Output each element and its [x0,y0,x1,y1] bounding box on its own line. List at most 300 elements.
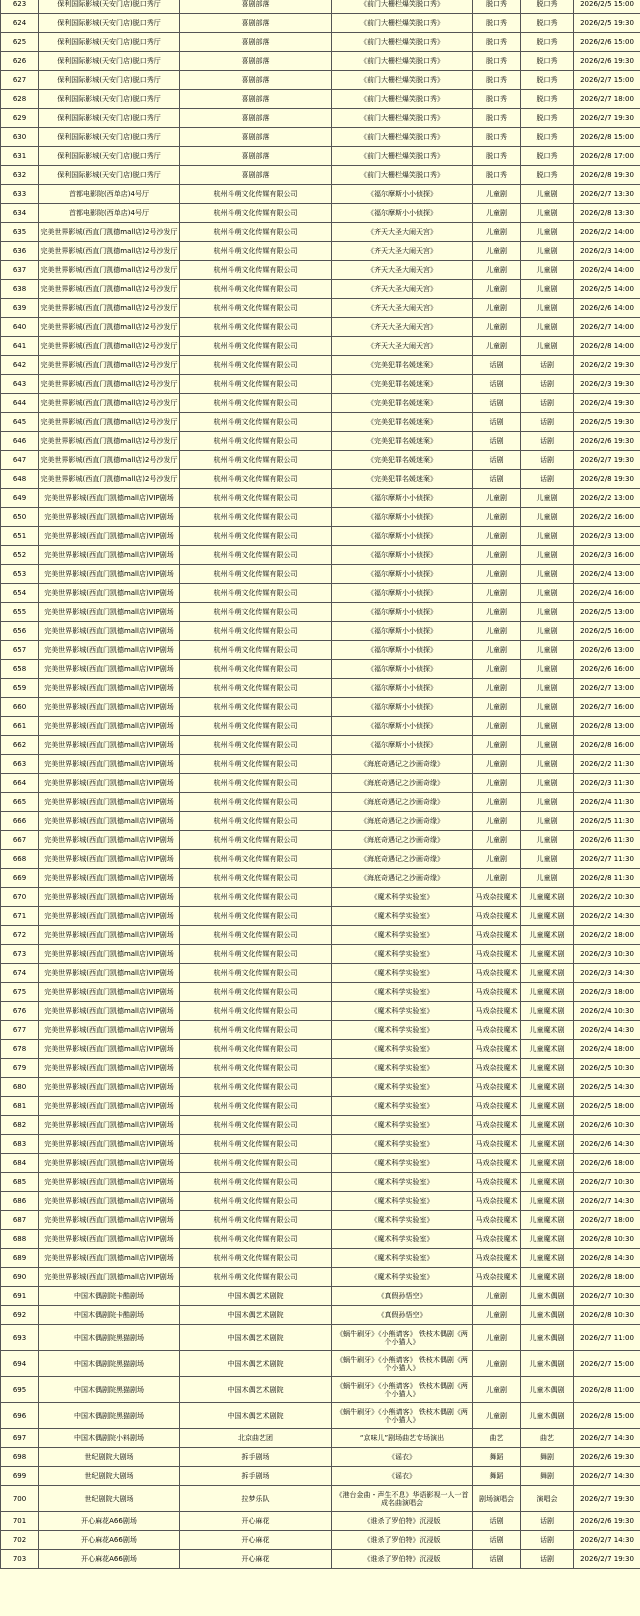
organizer-cell: 杭州斗萌文化传媒有限公司 [180,793,332,812]
venue-cell: 完美世界影城(西直门凯德mall店)VIP剧场 [39,717,180,736]
venue-cell: 完美世界影城(西直门凯德mall店)VIP剧场 [39,679,180,698]
showtime-cell: 2026/2/6 19:30 [574,432,640,451]
table-row [1,945,640,964]
showtime-cell: 2026/2/2 13:00 [574,489,640,508]
genre-cell: 儿童剧 [521,717,574,736]
category-cell: 脱口秀 [473,128,521,147]
table-row [1,1531,640,1550]
category-cell: 儿童剧 [473,565,521,584]
genre-cell: 儿童剧 [521,546,574,565]
organizer-cell: 杭州斗萌文化传媒有限公司 [180,1268,332,1287]
venue-cell: 世纪剧院大剧场 [39,1467,180,1486]
organizer-cell: 杭州斗萌文化传媒有限公司 [180,1192,332,1211]
venue-cell: 完美世界影城(西直门凯德mall店)2号沙发厅 [39,432,180,451]
program-title-cell: 《魔术科学实验室》 [332,926,473,945]
row-number-cell: 684 [1,1154,39,1173]
showtime-cell: 2026/2/8 15:00 [574,1403,640,1429]
program-title-cell: 《谁杀了罗伯特》沉浸版 [332,1531,473,1550]
venue-cell: 完美世界影城(西直门凯德mall店)VIP剧场 [39,1097,180,1116]
organizer-cell: 开心麻花 [180,1512,332,1531]
venue-cell: 保利国际影城(天安门店)脱口秀厅 [39,166,180,185]
genre-cell: 儿童剧 [521,755,574,774]
showtime-cell: 2026/2/7 19:30 [574,1486,640,1512]
genre-cell: 儿童剧 [521,204,574,223]
program-title-cell: 《福尔摩斯小小侦探》 [332,204,473,223]
organizer-cell: 杭州斗萌文化传媒有限公司 [180,774,332,793]
venue-cell: 完美世界影城(西直门凯德mall店)VIP剧场 [39,964,180,983]
showtime-cell: 2026/2/7 14:00 [574,318,640,337]
row-number-cell: 626 [1,52,39,71]
table-row [1,774,640,793]
venue-cell: 保利国际影城(天安门店)脱口秀厅 [39,128,180,147]
table-row [1,109,640,128]
showtime-cell: 2026/2/7 15:00 [574,1351,640,1377]
genre-cell: 儿童魔术剧 [521,1021,574,1040]
genre-cell: 儿童剧 [521,603,574,622]
row-number-cell: 703 [1,1550,39,1569]
showtime-cell: 2026/2/4 16:00 [574,584,640,603]
table-row [1,584,640,603]
table-row [1,1002,640,1021]
genre-cell: 话剧 [521,394,574,413]
venue-cell: 完美世界影城(西直门凯德mall店)VIP剧场 [39,736,180,755]
venue-cell: 完美世界影城(西直门凯德mall店)VIP剧场 [39,1173,180,1192]
category-cell: 儿童剧 [473,185,521,204]
row-number-cell: 653 [1,565,39,584]
organizer-cell: 杭州斗萌文化传媒有限公司 [180,527,332,546]
program-title-cell: 《齐天大圣大闹天宫》 [332,242,473,261]
organizer-cell: 喜剧部落 [180,0,332,14]
table-row [1,128,640,147]
category-cell: 儿童剧 [473,299,521,318]
venue-cell: 完美世界影城(西直门凯德mall店)VIP剧场 [39,1211,180,1230]
table-row [1,1325,640,1351]
row-number-cell: 657 [1,641,39,660]
showtime-cell: 2026/2/6 19:30 [574,1448,640,1467]
program-title-cell: 《谣衣》 [332,1467,473,1486]
table-row [1,1467,640,1486]
organizer-cell: 杭州斗萌文化传媒有限公司 [180,603,332,622]
showtime-cell: 2026/2/4 11:30 [574,793,640,812]
organizer-cell: 喜剧部落 [180,71,332,90]
table-row [1,261,640,280]
genre-cell: 儿童木偶剧 [521,1351,574,1377]
organizer-cell: 杭州斗萌文化传媒有限公司 [180,679,332,698]
category-cell: 儿童剧 [473,679,521,698]
table-row [1,1116,640,1135]
row-number-cell: 633 [1,185,39,204]
table-row [1,983,640,1002]
organizer-cell: 杭州斗萌文化传媒有限公司 [180,831,332,850]
category-cell: 马戏杂技魔术 [473,1097,521,1116]
genre-cell: 儿童魔术剧 [521,1230,574,1249]
row-number-cell: 643 [1,375,39,394]
venue-cell: 完美世界影城(西直门凯德mall店)VIP剧场 [39,1249,180,1268]
row-number-cell: 678 [1,1040,39,1059]
genre-cell: 儿童剧 [521,736,574,755]
organizer-cell: 中国木偶艺术剧院 [180,1403,332,1429]
venue-cell: 完美世界影城(西直门凯德mall店)2号沙发厅 [39,375,180,394]
table-row [1,1059,640,1078]
row-number-cell: 677 [1,1021,39,1040]
program-title-cell: 《蜗牛刷牙》《小熊请客》 铁枝木偶剧《两个小猫人》 [332,1351,473,1377]
genre-cell: 儿童剧 [521,622,574,641]
genre-cell: 儿童剧 [521,527,574,546]
showtime-cell: 2026/2/7 13:30 [574,185,640,204]
venue-cell: 完美世界影城(西直门凯德mall店)2号沙发厅 [39,470,180,489]
showtime-cell: 2026/2/5 11:30 [574,812,640,831]
organizer-cell: 杭州斗萌文化传媒有限公司 [180,223,332,242]
showtime-cell: 2026/2/6 10:30 [574,1116,640,1135]
row-number-cell: 695 [1,1377,39,1403]
category-cell: 马戏杂技魔术 [473,1078,521,1097]
venue-cell: 完美世界影城(西直门凯德mall店)2号沙发厅 [39,318,180,337]
program-title-cell: 《魔术科学实验室》 [332,1002,473,1021]
row-number-cell: 690 [1,1268,39,1287]
table-row [1,0,640,14]
venue-cell: 完美世界影城(西直门凯德mall店)VIP剧场 [39,546,180,565]
table-row [1,698,640,717]
showtime-cell: 2026/2/3 18:00 [574,983,640,1002]
category-cell: 儿童剧 [473,527,521,546]
venue-cell: 完美世界影城(西直门凯德mall店)2号沙发厅 [39,261,180,280]
venue-cell: 完美世界影城(西直门凯德mall店)VIP剧场 [39,1116,180,1135]
showtime-cell: 2026/2/4 14:00 [574,261,640,280]
showtime-cell: 2026/2/7 18:00 [574,90,640,109]
venue-cell: 完美世界影城(西直门凯德mall店)VIP剧场 [39,527,180,546]
row-number-cell: 642 [1,356,39,375]
category-cell: 儿童剧 [473,204,521,223]
category-cell: 马戏杂技魔术 [473,1154,521,1173]
table-row [1,356,640,375]
program-title-cell: 《齐天大圣大闹天宫》 [332,261,473,280]
venue-cell: 中国木偶剧院黑猫剧场 [39,1377,180,1403]
showtime-cell: 2026/2/8 17:00 [574,147,640,166]
venue-cell: 完美世界影城(西直门凯德mall店)VIP剧场 [39,1268,180,1287]
category-cell: 脱口秀 [473,52,521,71]
genre-cell: 儿童剧 [521,679,574,698]
venue-cell: 完美世界影城(西直门凯德mall店)VIP剧场 [39,755,180,774]
genre-cell: 话剧 [521,432,574,451]
table-row [1,1268,640,1287]
venue-cell: 保利国际影城(天安门店)脱口秀厅 [39,147,180,166]
table-row [1,299,640,318]
genre-cell: 舞剧 [521,1467,574,1486]
venue-cell: 完美世界影城(西直门凯德mall店)VIP剧场 [39,850,180,869]
category-cell: 马戏杂技魔术 [473,1135,521,1154]
table-row [1,546,640,565]
genre-cell: 儿童剧 [521,774,574,793]
showtime-cell: 2026/2/6 19:30 [574,52,640,71]
category-cell: 话剧 [473,375,521,394]
organizer-cell: 杭州斗萌文化传媒有限公司 [180,1211,332,1230]
table-row [1,1097,640,1116]
row-number-cell: 630 [1,128,39,147]
program-title-cell: 《前门大栅栏爆笑脱口秀》 [332,52,473,71]
venue-cell: 中国木偶剧院黑猫剧场 [39,1325,180,1351]
row-number-cell: 628 [1,90,39,109]
genre-cell: 儿童魔术剧 [521,888,574,907]
organizer-cell: 中国木偶艺术剧院 [180,1377,332,1403]
venue-cell: 完美世界影城(西直门凯德mall店)VIP剧场 [39,1002,180,1021]
program-title-cell: 《魔术科学实验室》 [332,1268,473,1287]
venue-cell: 开心麻花A66剧场 [39,1531,180,1550]
genre-cell: 话剧 [521,413,574,432]
venue-cell: 完美世界影城(西直门凯德mall店)2号沙发厅 [39,280,180,299]
category-cell: 儿童剧 [473,603,521,622]
category-cell: 马戏杂技魔术 [473,945,521,964]
showtime-cell: 2026/2/8 14:00 [574,337,640,356]
category-cell: 脱口秀 [473,109,521,128]
showtime-cell: 2026/2/7 19:30 [574,109,640,128]
organizer-cell: 杭州斗萌文化传媒有限公司 [180,1040,332,1059]
program-title-cell: 《前门大栅栏爆笑脱口秀》 [332,0,473,14]
program-title-cell: 《福尔摩斯小小侦探》 [332,622,473,641]
organizer-cell: 杭州斗萌文化传媒有限公司 [180,660,332,679]
genre-cell: 脱口秀 [521,90,574,109]
genre-cell: 脱口秀 [521,128,574,147]
row-number-cell: 629 [1,109,39,128]
category-cell: 话剧 [473,1531,521,1550]
category-cell: 脱口秀 [473,166,521,185]
organizer-cell: 杭州斗萌文化传媒有限公司 [180,413,332,432]
venue-cell: 保利国际影城(天安门店)脱口秀厅 [39,71,180,90]
genre-cell: 曲艺 [521,1429,574,1448]
genre-cell: 儿童魔术剧 [521,1268,574,1287]
row-number-cell: 627 [1,71,39,90]
organizer-cell: 杭州斗萌文化传媒有限公司 [180,1135,332,1154]
program-title-cell: 《福尔摩斯小小侦探》 [332,660,473,679]
showtime-cell: 2026/2/5 13:00 [574,603,640,622]
program-title-cell: 《前门大栅栏爆笑脱口秀》 [332,33,473,52]
venue-cell: 中国木偶剧院黑猫剧场 [39,1403,180,1429]
organizer-cell: 杭州斗萌文化传媒有限公司 [180,812,332,831]
showtime-cell: 2026/2/4 14:30 [574,1021,640,1040]
genre-cell: 舞剧 [521,1448,574,1467]
program-title-cell: 《前门大栅栏爆笑脱口秀》 [332,71,473,90]
program-title-cell: 《福尔摩斯小小侦探》 [332,698,473,717]
genre-cell: 儿童剧 [521,660,574,679]
row-number-cell: 625 [1,33,39,52]
venue-cell: 保利国际影城(天安门店)脱口秀厅 [39,14,180,33]
table-row [1,223,640,242]
table-row [1,508,640,527]
program-title-cell: “京味儿”剧场曲艺专场演出 [332,1429,473,1448]
category-cell: 曲艺 [473,1429,521,1448]
table-row [1,1154,640,1173]
table-row [1,603,640,622]
table-row [1,1486,640,1512]
program-title-cell: 《完美犯罪名媛迷案》 [332,451,473,470]
genre-cell: 儿童木偶剧 [521,1306,574,1325]
organizer-cell: 中国木偶艺术剧院 [180,1325,332,1351]
showtime-cell: 2026/2/7 15:00 [574,71,640,90]
venue-cell: 完美世界影城(西直门凯德mall店)2号沙发厅 [39,413,180,432]
showtime-cell: 2026/2/3 14:00 [574,242,640,261]
genre-cell: 儿童剧 [521,223,574,242]
table-row [1,641,640,660]
organizer-cell: 杭州斗萌文化传媒有限公司 [180,1021,332,1040]
showtime-cell: 2026/2/7 19:30 [574,1550,640,1569]
venue-cell: 完美世界影城(西直门凯德mall店)VIP剧场 [39,565,180,584]
organizer-cell: 杭州斗萌文化传媒有限公司 [180,869,332,888]
venue-cell: 完美世界影城(西直门凯德mall店)VIP剧场 [39,603,180,622]
row-number-cell: 644 [1,394,39,413]
row-number-cell: 682 [1,1116,39,1135]
category-cell: 儿童剧 [473,1325,521,1351]
row-number-cell: 699 [1,1467,39,1486]
venue-cell: 完美世界影城(西直门凯德mall店)VIP剧场 [39,660,180,679]
program-title-cell: 《完美犯罪名媛迷案》 [332,470,473,489]
category-cell: 儿童剧 [473,546,521,565]
program-title-cell: 《魔术科学实验室》 [332,1230,473,1249]
program-title-cell: 《蜗牛刷牙》《小熊请客》 铁枝木偶剧《两个小猫人》 [332,1325,473,1351]
venue-cell: 完美世界影城(西直门凯德mall店)2号沙发厅 [39,394,180,413]
category-cell: 脱口秀 [473,0,521,14]
category-cell: 舞蹈 [473,1448,521,1467]
showtime-cell: 2026/2/4 10:30 [574,1002,640,1021]
table-row [1,1040,640,1059]
showtime-cell: 2026/2/2 10:30 [574,888,640,907]
table-row [1,90,640,109]
category-cell: 话剧 [473,394,521,413]
venue-cell: 保利国际影城(天安门店)脱口秀厅 [39,90,180,109]
genre-cell: 儿童剧 [521,489,574,508]
genre-cell: 儿童剧 [521,242,574,261]
table-row [1,432,640,451]
showtime-cell: 2026/2/7 14:30 [574,1429,640,1448]
venue-cell: 完美世界影城(西直门凯德mall店)VIP剧场 [39,1192,180,1211]
genre-cell: 儿童木偶剧 [521,1377,574,1403]
genre-cell: 儿童魔术剧 [521,1059,574,1078]
organizer-cell: 中国木偶艺术剧院 [180,1351,332,1377]
row-number-cell: 666 [1,812,39,831]
venue-cell: 保利国际影城(天安门店)脱口秀厅 [39,52,180,71]
row-number-cell: 660 [1,698,39,717]
organizer-cell: 杭州斗萌文化传媒有限公司 [180,375,332,394]
venue-cell: 完美世界影城(西直门凯德mall店)VIP剧场 [39,793,180,812]
program-title-cell: 《魔术科学实验室》 [332,888,473,907]
venue-cell: 完美世界影城(西直门凯德mall店)VIP剧场 [39,926,180,945]
venue-cell: 中国木偶剧院卡酷剧场 [39,1306,180,1325]
organizer-cell: 杭州斗萌文化传媒有限公司 [180,242,332,261]
genre-cell: 话剧 [521,470,574,489]
showtime-cell: 2026/2/5 16:00 [574,622,640,641]
table-row [1,470,640,489]
row-number-cell: 689 [1,1249,39,1268]
category-cell: 话剧 [473,470,521,489]
organizer-cell: 杭州斗萌文化传媒有限公司 [180,1230,332,1249]
table-row [1,1351,640,1377]
row-number-cell: 652 [1,546,39,565]
category-cell: 儿童剧 [473,793,521,812]
table-row [1,1211,640,1230]
organizer-cell: 杭州斗萌文化传媒有限公司 [180,508,332,527]
venue-cell: 完美世界影城(西直门凯德mall店)VIP剧场 [39,812,180,831]
table-row [1,850,640,869]
table-row [1,812,640,831]
organizer-cell: 喜剧部落 [180,128,332,147]
venue-cell: 保利国际影城(天安门店)脱口秀厅 [39,0,180,14]
row-number-cell: 631 [1,147,39,166]
showtime-cell: 2026/2/6 16:00 [574,660,640,679]
organizer-cell: 杭州斗萌文化传媒有限公司 [180,489,332,508]
program-title-cell: 《海底奇遇记之沙画奇缘》 [332,812,473,831]
genre-cell: 儿童魔术剧 [521,1192,574,1211]
program-title-cell: 《完美犯罪名媛迷案》 [332,375,473,394]
showtime-cell: 2026/2/5 15:00 [574,0,640,14]
organizer-cell: 杭州斗萌文化传媒有限公司 [180,185,332,204]
row-number-cell: 667 [1,831,39,850]
program-title-cell: 《魔术科学实验室》 [332,1116,473,1135]
genre-cell: 儿童剧 [521,299,574,318]
genre-cell: 儿童魔术剧 [521,983,574,1002]
organizer-cell: 中国木偶艺术剧院 [180,1287,332,1306]
showtime-cell: 2026/2/6 18:00 [574,1154,640,1173]
venue-cell: 完美世界影城(西直门凯德mall店)VIP剧场 [39,1040,180,1059]
organizer-cell: 中国木偶艺术剧院 [180,1306,332,1325]
organizer-cell: 拆手剧场 [180,1448,332,1467]
organizer-cell: 杭州斗萌文化传媒有限公司 [180,1154,332,1173]
genre-cell: 儿童魔术剧 [521,964,574,983]
category-cell: 儿童剧 [473,318,521,337]
table-body [1,0,640,1569]
showtime-cell: 2026/2/8 11:00 [574,1377,640,1403]
row-number-cell: 668 [1,850,39,869]
table-row [1,926,640,945]
genre-cell: 话剧 [521,1550,574,1569]
row-number-cell: 683 [1,1135,39,1154]
row-number-cell: 670 [1,888,39,907]
program-title-cell: 《前门大栅栏爆笑脱口秀》 [332,109,473,128]
genre-cell: 儿童魔术剧 [521,1078,574,1097]
venue-cell: 完美世界影城(西直门凯德mall店)2号沙发厅 [39,299,180,318]
program-title-cell: 《前门大栅栏爆笑脱口秀》 [332,90,473,109]
program-title-cell: 《魔术科学实验室》 [332,1192,473,1211]
genre-cell: 话剧 [521,356,574,375]
genre-cell: 演唱会 [521,1486,574,1512]
program-title-cell: 《海底奇遇记之沙画奇缘》 [332,793,473,812]
organizer-cell: 喜剧部落 [180,109,332,128]
row-number-cell: 664 [1,774,39,793]
category-cell: 话剧 [473,1512,521,1531]
row-number-cell: 645 [1,413,39,432]
venue-cell: 完美世界影城(西直门凯德mall店)2号沙发厅 [39,337,180,356]
table-row [1,907,640,926]
category-cell: 马戏杂技魔术 [473,1002,521,1021]
showtime-cell: 2026/2/5 10:30 [574,1059,640,1078]
category-cell: 马戏杂技魔术 [473,1059,521,1078]
organizer-cell: 杭州斗萌文化传媒有限公司 [180,1173,332,1192]
table-row [1,1403,640,1429]
showtime-cell: 2026/2/5 18:00 [574,1097,640,1116]
row-number-cell: 676 [1,1002,39,1021]
showtime-cell: 2026/2/2 18:00 [574,926,640,945]
program-title-cell: 《福尔摩斯小小侦探》 [332,185,473,204]
row-number-cell: 687 [1,1211,39,1230]
venue-cell: 完美世界影城(西直门凯德mall店)VIP剧场 [39,489,180,508]
venue-cell: 完美世界影城(西直门凯德mall店)VIP剧场 [39,622,180,641]
category-cell: 儿童剧 [473,736,521,755]
genre-cell: 儿童魔术剧 [521,1173,574,1192]
showtime-cell: 2026/2/7 10:30 [574,1287,640,1306]
table-row [1,1512,640,1531]
row-number-cell: 659 [1,679,39,698]
table-row [1,1448,640,1467]
row-number-cell: 662 [1,736,39,755]
row-number-cell: 639 [1,299,39,318]
showtime-cell: 2026/2/7 16:00 [574,698,640,717]
